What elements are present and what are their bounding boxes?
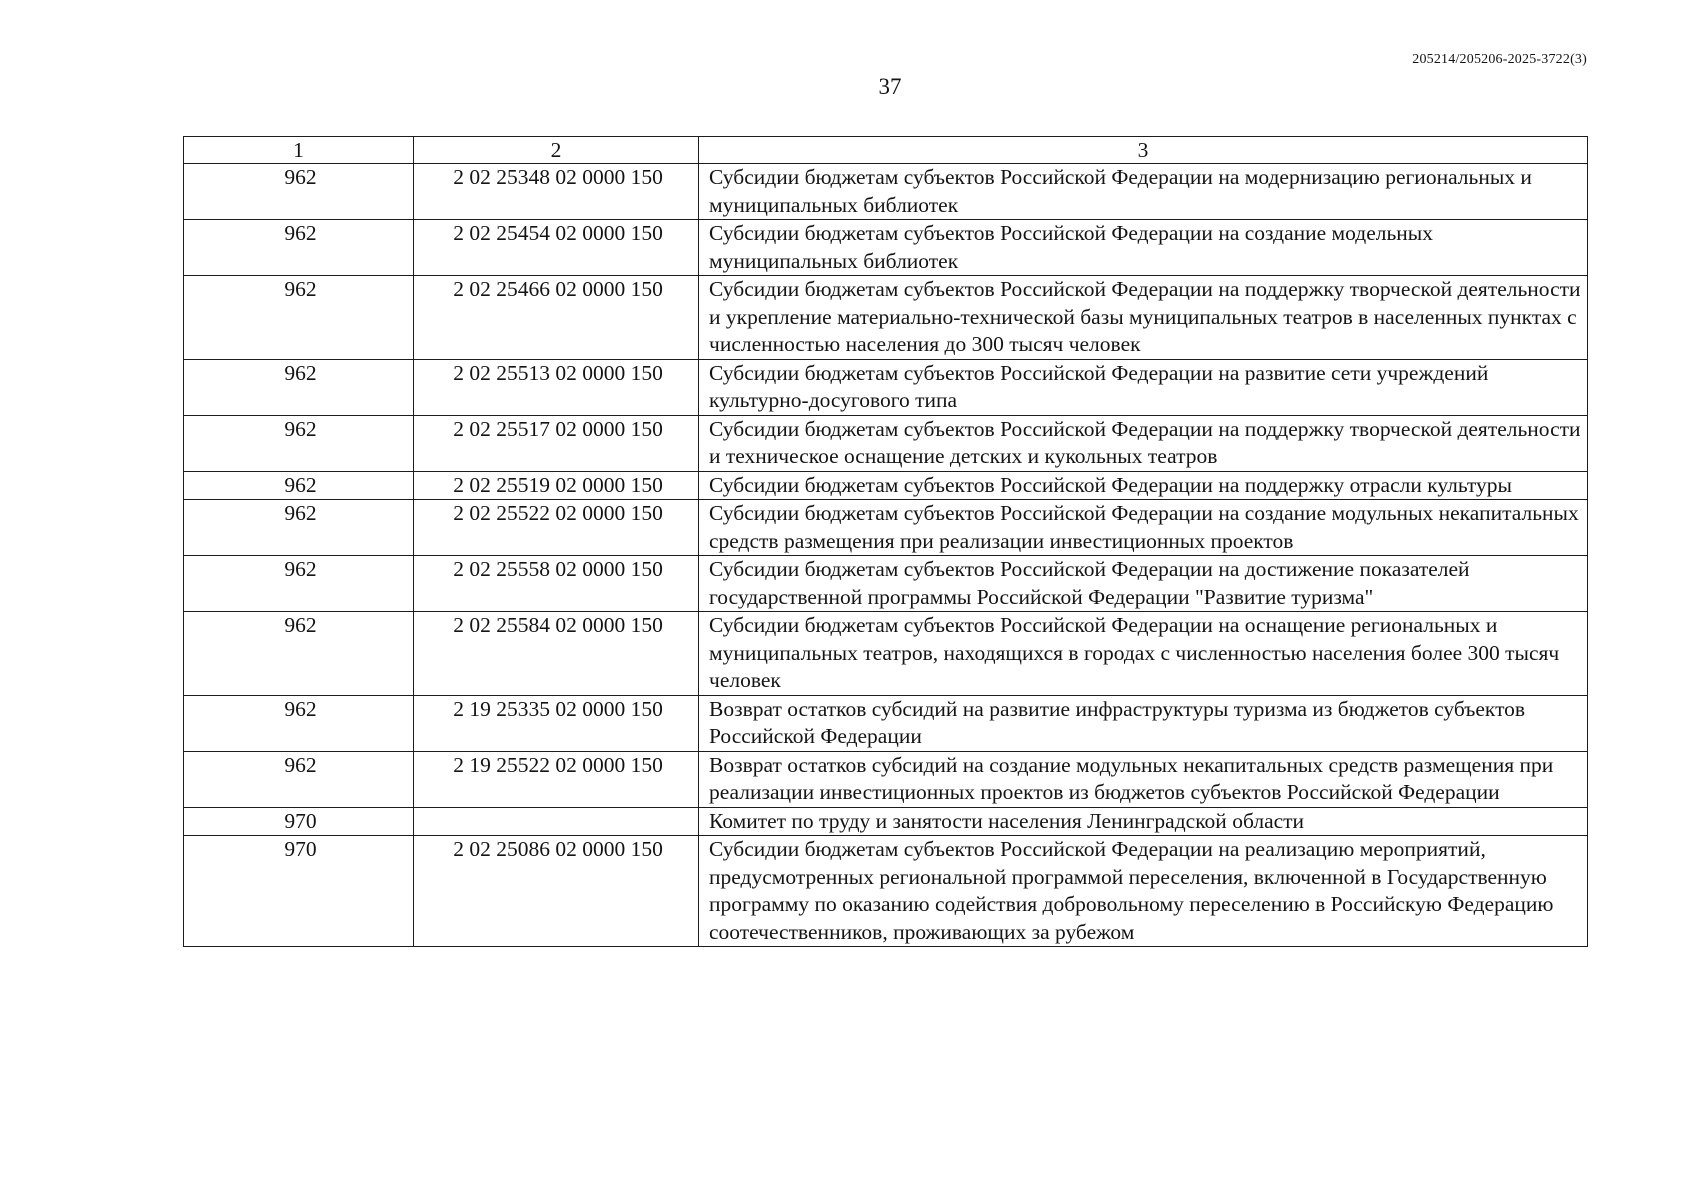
table-row [184, 836, 1588, 947]
table-row [184, 471, 1588, 500]
table-row [184, 220, 1588, 276]
budget-codes-table [183, 136, 1588, 947]
column-header-1: 1 [184, 137, 414, 164]
table-row [184, 556, 1588, 612]
budget-classification-code-cell: 2 02 25086 02 0000 150 [414, 836, 699, 947]
admin-code-cell: 962 [184, 695, 414, 751]
admin-code-cell: 962 [184, 276, 414, 360]
page-number: 37 [878, 74, 902, 99]
revenue-name-cell: Субсидии бюджетам субъектов Российской Федерации на развитие сети учреждений культурно-досугового типа [699, 359, 1588, 415]
table-body [184, 164, 1588, 947]
budget-classification-code-cell: 2 19 25522 02 0000 150 [414, 751, 699, 807]
table-row [184, 695, 1588, 751]
admin-code-cell: 970 [184, 807, 414, 836]
admin-code-cell: 962 [184, 556, 414, 612]
table-row [184, 751, 1588, 807]
revenue-name-cell: Возврат остатков субсидий на развитие инфраструктуры туризма из бюджетов субъектов Российской Федерации [699, 695, 1588, 751]
revenue-name-cell: Комитет по труду и занятости населения Ленинградской области [699, 807, 1588, 836]
table-row [184, 500, 1588, 556]
budget-classification-code-cell: 2 02 25513 02 0000 150 [414, 359, 699, 415]
revenue-name-cell: Субсидии бюджетам субъектов Российской Федерации на создание модульных некапитальных средств размещения при реализации инвестиционных проектов [699, 500, 1588, 556]
revenue-name-cell: Субсидии бюджетам субъектов Российской Федерации на реализацию мероприятий, предусмотренных региональной программой переселения, включенной в Государственную программу по оказанию содействия добровольному переселению в Российскую Федерацию соотечественников, проживающих за рубежом [699, 836, 1588, 947]
table-row [184, 164, 1588, 220]
budget-classification-code-cell: 2 02 25348 02 0000 150 [414, 164, 699, 220]
revenue-name-cell: Субсидии бюджетам субъектов Российской Федерации на достижение показателей государственной программы Российской Федерации "Развитие туризма" [699, 556, 1588, 612]
admin-code-cell: 962 [184, 359, 414, 415]
revenue-name-cell: Субсидии бюджетам субъектов Российской Федерации на поддержку творческой деятельности и укрепление материально-технической базы муниципальных театров в населенных пунктах с численностью населения до 300 тысяч человек [699, 276, 1588, 360]
budget-classification-code-cell: 2 02 25558 02 0000 150 [414, 556, 699, 612]
column-header-3: 3 [699, 137, 1588, 164]
revenue-name-cell: Субсидии бюджетам субъектов Российской Федерации на поддержку отрасли культуры [699, 471, 1588, 500]
table-row [184, 359, 1588, 415]
admin-code-cell: 962 [184, 220, 414, 276]
admin-code-cell: 970 [184, 836, 414, 947]
document-id: 205214/205206-2025-3722(3) [1412, 52, 1587, 67]
admin-code-cell: 962 [184, 415, 414, 471]
revenue-name-cell: Субсидии бюджетам субъектов Российской Федерации на модернизацию региональных и муниципальных библиотек [699, 164, 1588, 220]
table-row [184, 415, 1588, 471]
revenue-name-cell: Возврат остатков субсидий на создание модульных некапитальных средств размещения при реализации инвестиционных проектов из бюджетов субъектов Российской Федерации [699, 751, 1588, 807]
table-row [184, 807, 1588, 836]
budget-classification-code-cell: 2 02 25466 02 0000 150 [414, 276, 699, 360]
admin-code-cell: 962 [184, 471, 414, 500]
table-row [184, 276, 1588, 360]
admin-code-cell: 962 [184, 500, 414, 556]
budget-classification-code-cell: 2 02 25522 02 0000 150 [414, 500, 699, 556]
revenue-name-cell: Субсидии бюджетам субъектов Российской Федерации на поддержку творческой деятельности и техническое оснащение детских и кукольных театров [699, 415, 1588, 471]
budget-classification-code-cell: 2 02 25584 02 0000 150 [414, 612, 699, 696]
table-row [184, 612, 1588, 696]
budget-classification-code-cell: 2 02 25517 02 0000 150 [414, 415, 699, 471]
budget-classification-code-cell: 2 02 25454 02 0000 150 [414, 220, 699, 276]
table-header-row [184, 137, 1588, 164]
budget-classification-code-cell: 2 19 25335 02 0000 150 [414, 695, 699, 751]
revenue-name-cell: Субсидии бюджетам субъектов Российской Федерации на оснащение региональных и муниципальных театров, находящихся в городах с численностью населения более 300 тысяч человек [699, 612, 1588, 696]
budget-classification-code-cell: 2 02 25519 02 0000 150 [414, 471, 699, 500]
column-header-2: 2 [414, 137, 699, 164]
budget-classification-code-cell [414, 807, 699, 836]
admin-code-cell: 962 [184, 751, 414, 807]
admin-code-cell: 962 [184, 164, 414, 220]
revenue-name-cell: Субсидии бюджетам субъектов Российской Федерации на создание модельных муниципальных библиотек [699, 220, 1588, 276]
admin-code-cell: 962 [184, 612, 414, 696]
